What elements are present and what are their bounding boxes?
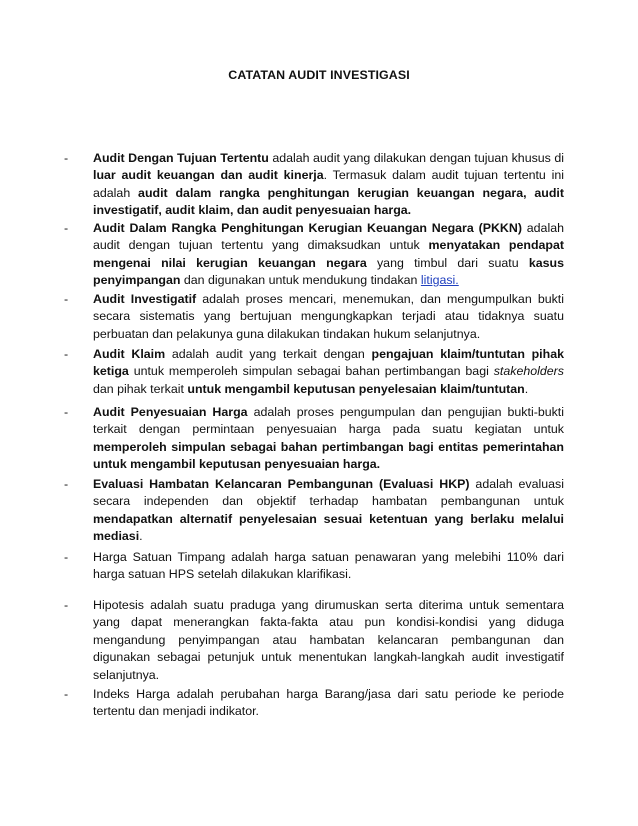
bullet-dash: -	[64, 550, 69, 564]
bold-text: untuk mengambil keputusan penyelesaian klaim/tuntutan	[187, 381, 525, 396]
item-text	[93, 549, 564, 584]
bold-text: menyatakan pendapat mengenai nilai kerugian keuangan negara	[93, 238, 564, 270]
body-text: dan digunakan untuk mendukung tindakan	[180, 273, 421, 288]
bullet-dash: -	[64, 151, 69, 165]
bullet-dash: -	[64, 405, 69, 419]
bullet-dash: -	[64, 292, 69, 306]
body-text: .	[139, 529, 143, 544]
bold-text: mendapatkan alternatif penyelesaian sesuai ketentuan yang berlaku melalui mediasi	[93, 511, 564, 544]
bullet-dash: -	[64, 687, 69, 701]
bold-text: Audit Penyesuaian Harga	[93, 405, 248, 419]
page-title: CATATAN AUDIT INVESTIGASI	[228, 68, 410, 82]
bullet-dash: -	[64, 598, 69, 612]
item-text	[93, 220, 564, 290]
body-text: .	[524, 381, 529, 396]
bold-text: audit dalam rangka penghitungan kerugian keuangan negara, audit investigatif, audit klaim, dan audit penyesuaian harga.	[93, 185, 564, 218]
body-text: adalah audit yang terkait dengan	[165, 347, 372, 361]
body-text: adalah audit yang dilakukan dengan tujuan khusus di	[268, 151, 564, 165]
body-text: adalah proses pengumpulan dan pengujian bukti-bukti terkait dengan permintaan penyesuaian harga pada suatu kegiatan untuk	[93, 405, 564, 437]
litigasi-link[interactable]: litigasi.	[420, 273, 459, 288]
body-text: untuk memperoleh simpulan sebagai bahan pertimbangan bagi	[128, 364, 494, 379]
item-text	[93, 346, 564, 398]
item-text	[93, 291, 564, 343]
bullet-dash: -	[64, 221, 69, 235]
bold-text: memperoleh simpulan sebagai bahan pertimbangan bagi entitas pemerintahan untuk mengambil keputusan penyesuaian harga.	[93, 439, 564, 472]
body-text: dan pihak terkait	[93, 381, 188, 396]
item-text	[93, 476, 564, 546]
bold-text: luar audit keuangan dan audit kinerja	[93, 168, 324, 183]
bold-text: Evaluasi Hambatan Kelancaran Pembangunan (Evaluasi HKP)	[93, 477, 470, 491]
body-text: Hipotesis adalah suatu praduga yang dirumuskan serta diterima untuk sementara yang dapat menerangkan fakta-fakta atau pun kondisi-kondisi yang diduga mengandung penyimpangan atau hambatan kelancaran pembangunan dan digunakan sebagai petunjuk untuk menentukan langkah-langkah audit investigatif selanjutnya.	[93, 598, 564, 682]
body-text: Harga Satuan Timpang adalah harga satuan penawaran yang melebihi 110% dari harga satuan HPS setelah dilakukan klarifikasi.	[93, 550, 564, 582]
bullet-dash: -	[64, 347, 69, 361]
item-text	[93, 686, 564, 721]
body-text: adalah audit dengan tujuan tertentu yang dimaksudkan untuk	[93, 221, 564, 253]
body-text: Indeks Harga adalah perubahan harga Barang/jasa dari satu periode ke periode tertentu dan menjadi indikator.	[93, 687, 564, 719]
bold-text: pengajuan klaim/tuntutan pihak ketiga	[93, 347, 564, 379]
body-text: adalah evaluasi secara independen dan objektif terhadap hambatan pembangunan untuk	[93, 477, 564, 509]
bold-text: Audit Dalam Rangka Penghitungan Kerugian Keuangan Negara (PKKN)	[93, 221, 522, 235]
body-text: . Termasuk dalam audit tujuan tertentu ini adalah	[93, 168, 564, 200]
italic-text: stakeholders	[493, 364, 564, 379]
bold-text: Audit Klaim	[93, 347, 166, 361]
body-text: adalah proses mencari, menemukan, dan mengumpulkan bukti secara sistematis yang bertujuan mengungkapkan terjadi atau tidaknya suatu perbuatan dan pelakunya guna dilakukan tindakan hukum selanjutnya.	[93, 292, 564, 341]
bold-text: kasus penyimpangan	[93, 255, 564, 288]
bold-text: Audit Investigatif	[93, 292, 197, 306]
item-text	[93, 597, 564, 684]
bold-text: Audit Dengan Tujuan Tertentu	[93, 151, 269, 165]
item-text	[93, 150, 564, 220]
item-text	[93, 404, 564, 474]
body-text: yang timbul dari suatu	[366, 255, 529, 270]
bullet-dash: -	[64, 477, 69, 491]
